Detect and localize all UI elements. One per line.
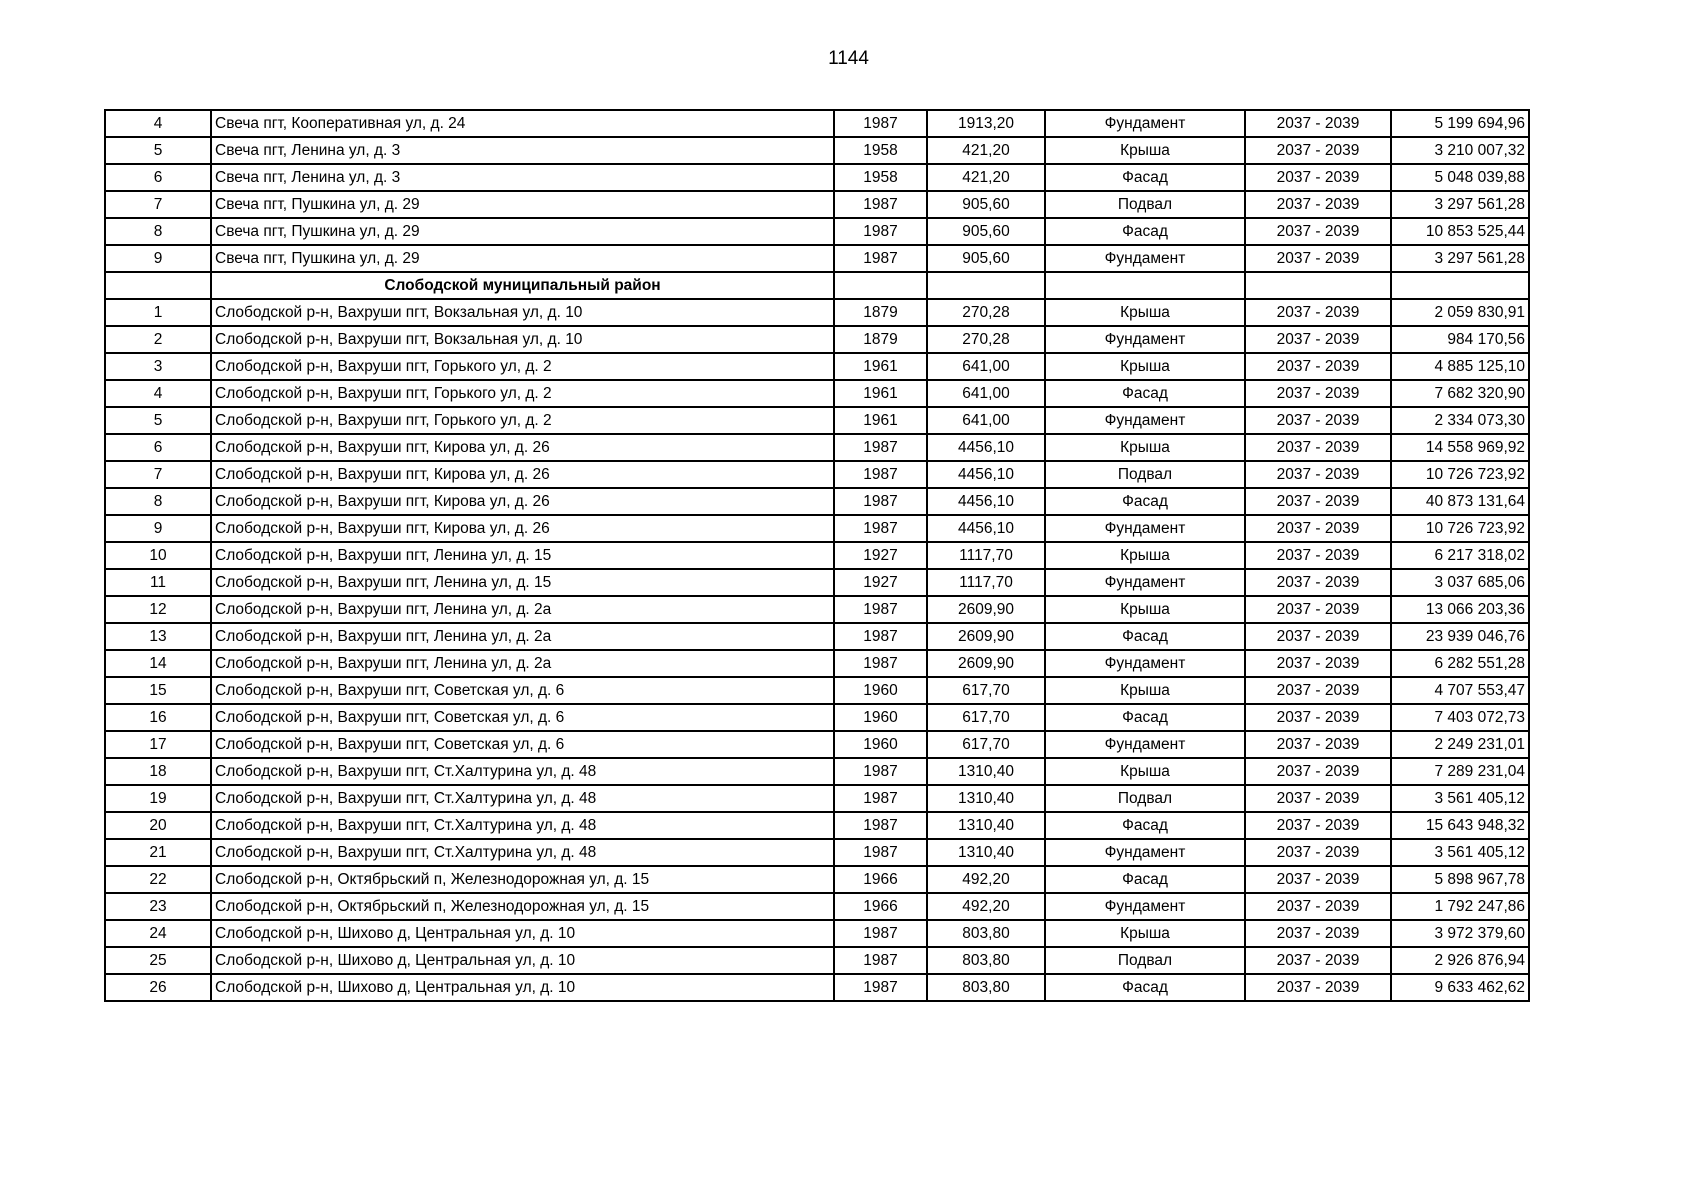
- year-built-cell: [834, 272, 927, 299]
- table-row: [105, 299, 1529, 326]
- area-cell: 1117,70: [927, 569, 1045, 596]
- period-cell: 2037 - 2039: [1245, 650, 1391, 677]
- table-row: [105, 596, 1529, 623]
- work-type-cell: Фасад: [1045, 380, 1245, 407]
- table-row: [105, 974, 1529, 1001]
- work-type-cell: Фасад: [1045, 218, 1245, 245]
- area-cell: 1310,40: [927, 839, 1045, 866]
- table-row: [105, 542, 1529, 569]
- cost-cell: 9 633 462,62: [1391, 974, 1529, 1001]
- work-type-cell: Фасад: [1045, 812, 1245, 839]
- cost-cell: 13 066 203,36: [1391, 596, 1529, 623]
- period-cell: 2037 - 2039: [1245, 434, 1391, 461]
- table-row: [105, 434, 1529, 461]
- year-built-cell: 1987: [834, 839, 927, 866]
- row-number: 1: [105, 299, 211, 326]
- cost-cell: 4 707 553,47: [1391, 677, 1529, 704]
- row-number: 17: [105, 731, 211, 758]
- period-cell: 2037 - 2039: [1245, 137, 1391, 164]
- area-cell: 641,00: [927, 407, 1045, 434]
- period-cell: 2037 - 2039: [1245, 542, 1391, 569]
- table-row: [105, 812, 1529, 839]
- row-number: [105, 272, 211, 299]
- row-number: 13: [105, 623, 211, 650]
- cost-cell: 23 939 046,76: [1391, 623, 1529, 650]
- area-cell: 641,00: [927, 380, 1045, 407]
- period-cell: 2037 - 2039: [1245, 839, 1391, 866]
- address-cell: Слободской р-н, Октябрьский п, Железнодорожная ул, д. 15: [211, 866, 834, 893]
- work-type-cell: Подвал: [1045, 191, 1245, 218]
- work-type-cell: Фасад: [1045, 866, 1245, 893]
- period-cell: 2037 - 2039: [1245, 569, 1391, 596]
- repair-schedule-table: [104, 109, 1530, 1002]
- year-built-cell: 1879: [834, 299, 927, 326]
- cost-cell: 5 199 694,96: [1391, 110, 1529, 137]
- cost-cell: 5 898 967,78: [1391, 866, 1529, 893]
- address-cell: Слободской р-н, Вахруши пгт, Горького ул, д. 2: [211, 407, 834, 434]
- page-number: 1144: [828, 48, 869, 69]
- period-cell: 2037 - 2039: [1245, 785, 1391, 812]
- period-cell: 2037 - 2039: [1245, 380, 1391, 407]
- year-built-cell: 1987: [834, 596, 927, 623]
- work-type-cell: Фасад: [1045, 488, 1245, 515]
- cost-cell: 984 170,56: [1391, 326, 1529, 353]
- row-number: 26: [105, 974, 211, 1001]
- table-row: [105, 245, 1529, 272]
- table-row: [105, 677, 1529, 704]
- address-cell: Слободской р-н, Вахруши пгт, Ст.Халтурина ул, д. 48: [211, 812, 834, 839]
- work-type-cell: Подвал: [1045, 461, 1245, 488]
- area-cell: 641,00: [927, 353, 1045, 380]
- table-row: [105, 164, 1529, 191]
- year-built-cell: 1987: [834, 920, 927, 947]
- work-type-cell: Фундамент: [1045, 893, 1245, 920]
- work-type-cell: Подвал: [1045, 785, 1245, 812]
- address-cell: Слободской р-н, Вахруши пгт, Горького ул, д. 2: [211, 353, 834, 380]
- area-cell: 905,60: [927, 191, 1045, 218]
- row-number: 8: [105, 488, 211, 515]
- cost-cell: 2 926 876,94: [1391, 947, 1529, 974]
- table-row: [105, 218, 1529, 245]
- work-type-cell: Крыша: [1045, 677, 1245, 704]
- area-cell: 1913,20: [927, 110, 1045, 137]
- section-title: Слободской муниципальный район: [211, 272, 834, 299]
- year-built-cell: 1927: [834, 569, 927, 596]
- row-number: 2: [105, 326, 211, 353]
- address-cell: Слободской р-н, Шихово д, Центральная ул, д. 10: [211, 947, 834, 974]
- address-cell: Слободской р-н, Шихово д, Центральная ул, д. 10: [211, 974, 834, 1001]
- area-cell: 421,20: [927, 137, 1045, 164]
- row-number: 4: [105, 110, 211, 137]
- cost-cell: 2 334 073,30: [1391, 407, 1529, 434]
- table-row: [105, 839, 1529, 866]
- period-cell: 2037 - 2039: [1245, 164, 1391, 191]
- table-row: [105, 623, 1529, 650]
- address-cell: Свеча пгт, Пушкина ул, д. 29: [211, 245, 834, 272]
- address-cell: Слободской р-н, Вахруши пгт, Ленина ул, д. 15: [211, 542, 834, 569]
- cost-cell: 1 792 247,86: [1391, 893, 1529, 920]
- row-number: 7: [105, 191, 211, 218]
- year-built-cell: 1958: [834, 164, 927, 191]
- table-row: [105, 758, 1529, 785]
- year-built-cell: 1961: [834, 353, 927, 380]
- address-cell: Слободской р-н, Вахруши пгт, Ленина ул, д. 2а: [211, 650, 834, 677]
- address-cell: Слободской р-н, Вахруши пгт, Горького ул, д. 2: [211, 380, 834, 407]
- period-cell: 2037 - 2039: [1245, 704, 1391, 731]
- address-cell: Свеча пгт, Кооперативная ул, д. 24: [211, 110, 834, 137]
- year-built-cell: 1879: [834, 326, 927, 353]
- work-type-cell: Фундамент: [1045, 839, 1245, 866]
- year-built-cell: 1960: [834, 677, 927, 704]
- cost-cell: 3 561 405,12: [1391, 785, 1529, 812]
- work-type-cell: Крыша: [1045, 596, 1245, 623]
- address-cell: Слободской р-н, Шихово д, Центральная ул, д. 10: [211, 920, 834, 947]
- area-cell: 1310,40: [927, 785, 1045, 812]
- row-number: 5: [105, 407, 211, 434]
- period-cell: 2037 - 2039: [1245, 677, 1391, 704]
- cost-cell: 3 297 561,28: [1391, 191, 1529, 218]
- year-built-cell: 1987: [834, 191, 927, 218]
- table-row: [105, 785, 1529, 812]
- cost-cell: 3 210 007,32: [1391, 137, 1529, 164]
- period-cell: 2037 - 2039: [1245, 623, 1391, 650]
- area-cell: 2609,90: [927, 596, 1045, 623]
- period-cell: 2037 - 2039: [1245, 974, 1391, 1001]
- table-row: [105, 650, 1529, 677]
- period-cell: 2037 - 2039: [1245, 596, 1391, 623]
- cost-cell: 14 558 969,92: [1391, 434, 1529, 461]
- work-type-cell: Фундамент: [1045, 245, 1245, 272]
- table-row: [105, 191, 1529, 218]
- row-number: 6: [105, 164, 211, 191]
- cost-cell: 3 297 561,28: [1391, 245, 1529, 272]
- row-number: 18: [105, 758, 211, 785]
- address-cell: Слободской р-н, Вахруши пгт, Кирова ул, д. 26: [211, 461, 834, 488]
- area-cell: 1117,70: [927, 542, 1045, 569]
- period-cell: 2037 - 2039: [1245, 947, 1391, 974]
- work-type-cell: Крыша: [1045, 137, 1245, 164]
- year-built-cell: 1987: [834, 650, 927, 677]
- table-row: [105, 731, 1529, 758]
- year-built-cell: 1987: [834, 434, 927, 461]
- address-cell: Слободской р-н, Вахруши пгт, Кирова ул, д. 26: [211, 434, 834, 461]
- year-built-cell: 1987: [834, 245, 927, 272]
- row-number: 3: [105, 353, 211, 380]
- cost-cell: 3 972 379,60: [1391, 920, 1529, 947]
- area-cell: 270,28: [927, 326, 1045, 353]
- period-cell: 2037 - 2039: [1245, 245, 1391, 272]
- year-built-cell: 1966: [834, 866, 927, 893]
- row-number: 6: [105, 434, 211, 461]
- table-body: [105, 110, 1529, 1001]
- period-cell: 2037 - 2039: [1245, 731, 1391, 758]
- table-row: [105, 515, 1529, 542]
- year-built-cell: 1961: [834, 407, 927, 434]
- area-cell: 4456,10: [927, 461, 1045, 488]
- area-cell: 270,28: [927, 299, 1045, 326]
- row-number: 8: [105, 218, 211, 245]
- period-cell: 2037 - 2039: [1245, 758, 1391, 785]
- row-number: 19: [105, 785, 211, 812]
- row-number: 4: [105, 380, 211, 407]
- year-built-cell: 1987: [834, 785, 927, 812]
- work-type-cell: Фасад: [1045, 974, 1245, 1001]
- period-cell: 2037 - 2039: [1245, 218, 1391, 245]
- work-type-cell: [1045, 272, 1245, 299]
- cost-cell: 10 726 723,92: [1391, 461, 1529, 488]
- row-number: 5: [105, 137, 211, 164]
- year-built-cell: 1960: [834, 731, 927, 758]
- period-cell: 2037 - 2039: [1245, 461, 1391, 488]
- work-type-cell: Крыша: [1045, 920, 1245, 947]
- address-cell: Слободской р-н, Вахруши пгт, Вокзальная ул, д. 10: [211, 326, 834, 353]
- address-cell: Слободской р-н, Вахруши пгт, Вокзальная ул, д. 10: [211, 299, 834, 326]
- row-number: 24: [105, 920, 211, 947]
- year-built-cell: 1987: [834, 488, 927, 515]
- cost-cell: 15 643 948,32: [1391, 812, 1529, 839]
- work-type-cell: Фундамент: [1045, 515, 1245, 542]
- period-cell: [1245, 272, 1391, 299]
- row-number: 9: [105, 515, 211, 542]
- cost-cell: 40 873 131,64: [1391, 488, 1529, 515]
- work-type-cell: Фундамент: [1045, 110, 1245, 137]
- work-type-cell: Фасад: [1045, 164, 1245, 191]
- row-number: 20: [105, 812, 211, 839]
- work-type-cell: Фундамент: [1045, 650, 1245, 677]
- year-built-cell: 1961: [834, 380, 927, 407]
- period-cell: 2037 - 2039: [1245, 407, 1391, 434]
- cost-cell: 2 059 830,91: [1391, 299, 1529, 326]
- year-built-cell: 1987: [834, 947, 927, 974]
- year-built-cell: 1987: [834, 515, 927, 542]
- work-type-cell: Крыша: [1045, 299, 1245, 326]
- area-cell: 803,80: [927, 974, 1045, 1001]
- address-cell: Свеча пгт, Пушкина ул, д. 29: [211, 218, 834, 245]
- work-type-cell: Фундамент: [1045, 569, 1245, 596]
- address-cell: Слободской р-н, Вахруши пгт, Советская ул, д. 6: [211, 704, 834, 731]
- year-built-cell: 1966: [834, 893, 927, 920]
- table-row: [105, 407, 1529, 434]
- cost-cell: 4 885 125,10: [1391, 353, 1529, 380]
- cost-cell: 7 403 072,73: [1391, 704, 1529, 731]
- address-cell: Слободской р-н, Вахруши пгт, Ленина ул, д. 2а: [211, 623, 834, 650]
- address-cell: Слободской р-н, Вахруши пгт, Советская ул, д. 6: [211, 731, 834, 758]
- cost-cell: 6 217 318,02: [1391, 542, 1529, 569]
- cost-cell: 10 853 525,44: [1391, 218, 1529, 245]
- table-row: [105, 893, 1529, 920]
- period-cell: 2037 - 2039: [1245, 191, 1391, 218]
- work-type-cell: Крыша: [1045, 758, 1245, 785]
- table-row: [105, 326, 1529, 353]
- period-cell: 2037 - 2039: [1245, 326, 1391, 353]
- cost-cell: 5 048 039,88: [1391, 164, 1529, 191]
- period-cell: 2037 - 2039: [1245, 299, 1391, 326]
- area-cell: 492,20: [927, 893, 1045, 920]
- year-built-cell: 1987: [834, 758, 927, 785]
- row-number: 15: [105, 677, 211, 704]
- work-type-cell: Фундамент: [1045, 731, 1245, 758]
- address-cell: Слободской р-н, Вахруши пгт, Ленина ул, д. 2а: [211, 596, 834, 623]
- year-built-cell: 1987: [834, 812, 927, 839]
- cost-cell: [1391, 272, 1529, 299]
- table-row: [105, 704, 1529, 731]
- address-cell: Свеча пгт, Ленина ул, д. 3: [211, 164, 834, 191]
- table-row: [105, 569, 1529, 596]
- row-number: 12: [105, 596, 211, 623]
- address-cell: Слободской р-н, Вахруши пгт, Ленина ул, д. 15: [211, 569, 834, 596]
- year-built-cell: 1960: [834, 704, 927, 731]
- period-cell: 2037 - 2039: [1245, 110, 1391, 137]
- address-cell: Слободской р-н, Вахруши пгт, Ст.Халтурина ул, д. 48: [211, 758, 834, 785]
- area-cell: 421,20: [927, 164, 1045, 191]
- area-cell: 905,60: [927, 218, 1045, 245]
- row-number: 14: [105, 650, 211, 677]
- period-cell: 2037 - 2039: [1245, 893, 1391, 920]
- table-row: [105, 488, 1529, 515]
- area-cell: 492,20: [927, 866, 1045, 893]
- area-cell: 617,70: [927, 704, 1045, 731]
- period-cell: 2037 - 2039: [1245, 812, 1391, 839]
- area-cell: 4456,10: [927, 515, 1045, 542]
- area-cell: 803,80: [927, 920, 1045, 947]
- area-cell: 1310,40: [927, 812, 1045, 839]
- cost-cell: 2 249 231,01: [1391, 731, 1529, 758]
- table-row: [105, 947, 1529, 974]
- year-built-cell: 1987: [834, 218, 927, 245]
- area-cell: 617,70: [927, 677, 1045, 704]
- table-row: [105, 353, 1529, 380]
- row-number: 25: [105, 947, 211, 974]
- period-cell: 2037 - 2039: [1245, 488, 1391, 515]
- section-header-row: [105, 272, 1529, 299]
- area-cell: 2609,90: [927, 623, 1045, 650]
- cost-cell: 6 282 551,28: [1391, 650, 1529, 677]
- cost-cell: 10 726 723,92: [1391, 515, 1529, 542]
- cost-cell: 7 682 320,90: [1391, 380, 1529, 407]
- period-cell: 2037 - 2039: [1245, 920, 1391, 947]
- area-cell: 905,60: [927, 245, 1045, 272]
- address-cell: Свеча пгт, Пушкина ул, д. 29: [211, 191, 834, 218]
- address-cell: Слободской р-н, Вахруши пгт, Советская ул, д. 6: [211, 677, 834, 704]
- table-row: [105, 110, 1529, 137]
- area-cell: 1310,40: [927, 758, 1045, 785]
- work-type-cell: Фундамент: [1045, 407, 1245, 434]
- address-cell: Слободской р-н, Вахруши пгт, Ст.Халтурина ул, д. 48: [211, 839, 834, 866]
- work-type-cell: Крыша: [1045, 434, 1245, 461]
- work-type-cell: Фундамент: [1045, 326, 1245, 353]
- cost-cell: 3 037 685,06: [1391, 569, 1529, 596]
- year-built-cell: 1927: [834, 542, 927, 569]
- cost-cell: 7 289 231,04: [1391, 758, 1529, 785]
- work-type-cell: Фасад: [1045, 704, 1245, 731]
- year-built-cell: 1987: [834, 110, 927, 137]
- address-cell: Слободской р-н, Вахруши пгт, Кирова ул, д. 26: [211, 488, 834, 515]
- table-row: [105, 461, 1529, 488]
- row-number: 11: [105, 569, 211, 596]
- table-row: [105, 380, 1529, 407]
- year-built-cell: 1958: [834, 137, 927, 164]
- work-type-cell: Фасад: [1045, 623, 1245, 650]
- table-row: [105, 920, 1529, 947]
- row-number: 9: [105, 245, 211, 272]
- row-number: 23: [105, 893, 211, 920]
- row-number: 7: [105, 461, 211, 488]
- year-built-cell: 1987: [834, 623, 927, 650]
- address-cell: Свеча пгт, Ленина ул, д. 3: [211, 137, 834, 164]
- address-cell: Слободской р-н, Вахруши пгт, Ст.Халтурина ул, д. 48: [211, 785, 834, 812]
- cost-cell: 3 561 405,12: [1391, 839, 1529, 866]
- area-cell: 4456,10: [927, 434, 1045, 461]
- work-type-cell: Крыша: [1045, 353, 1245, 380]
- address-cell: Слободской р-н, Вахруши пгт, Кирова ул, д. 26: [211, 515, 834, 542]
- period-cell: 2037 - 2039: [1245, 353, 1391, 380]
- row-number: 22: [105, 866, 211, 893]
- work-type-cell: Подвал: [1045, 947, 1245, 974]
- period-cell: 2037 - 2039: [1245, 866, 1391, 893]
- period-cell: 2037 - 2039: [1245, 515, 1391, 542]
- row-number: 16: [105, 704, 211, 731]
- area-cell: 803,80: [927, 947, 1045, 974]
- work-type-cell: Крыша: [1045, 542, 1245, 569]
- row-number: 21: [105, 839, 211, 866]
- area-cell: 2609,90: [927, 650, 1045, 677]
- area-cell: 617,70: [927, 731, 1045, 758]
- year-built-cell: 1987: [834, 461, 927, 488]
- year-built-cell: 1987: [834, 974, 927, 1001]
- table-row: [105, 137, 1529, 164]
- table-row: [105, 866, 1529, 893]
- row-number: 10: [105, 542, 211, 569]
- area-cell: 4456,10: [927, 488, 1045, 515]
- address-cell: Слободской р-н, Октябрьский п, Железнодорожная ул, д. 15: [211, 893, 834, 920]
- area-cell: [927, 272, 1045, 299]
